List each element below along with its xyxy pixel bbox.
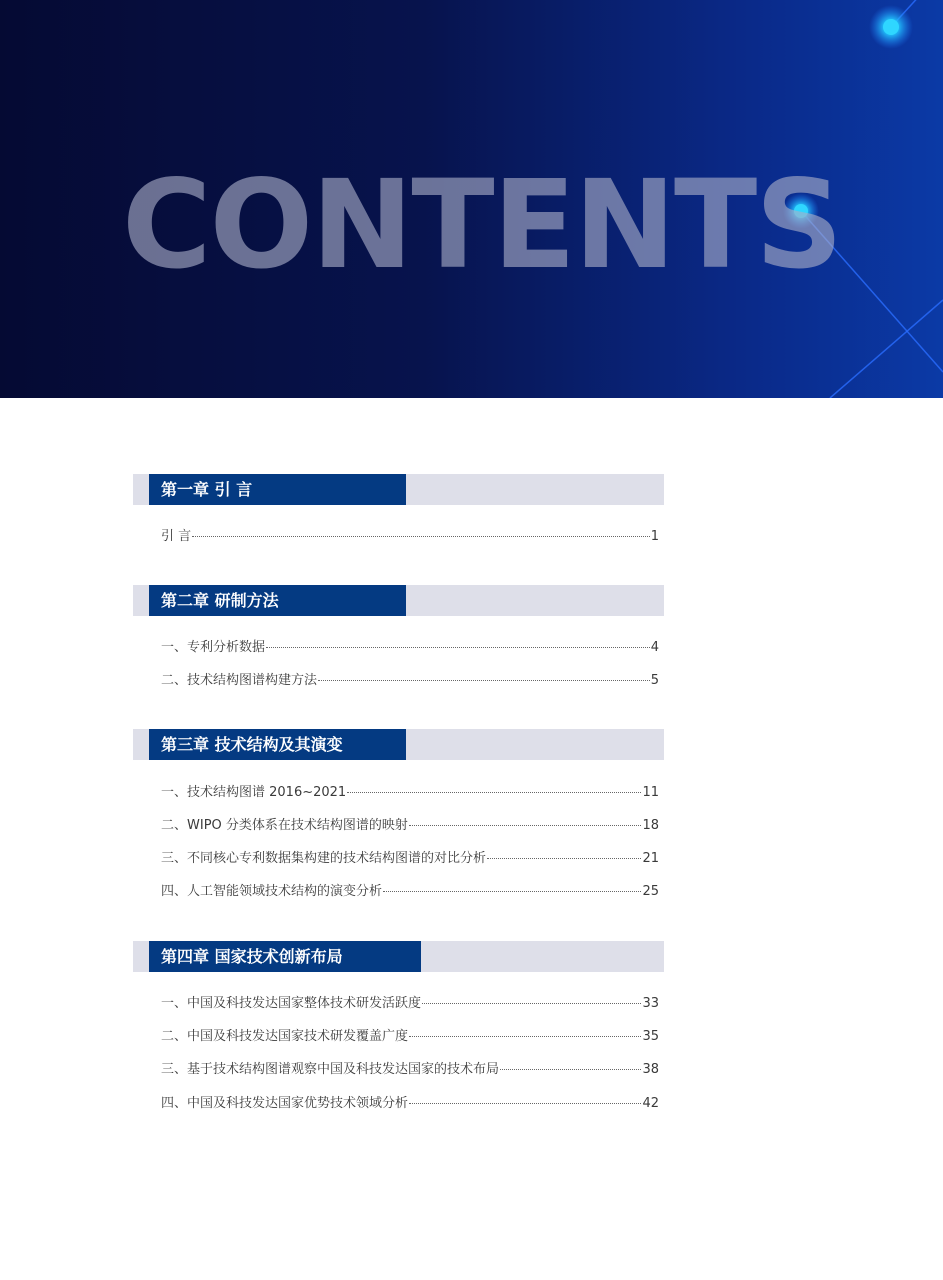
toc-entry[interactable]	[161, 847, 659, 867]
toc-entry[interactable]	[161, 992, 659, 1012]
toc-entry[interactable]	[161, 814, 659, 834]
toc-entry[interactable]	[161, 880, 659, 900]
toc-entry-page: 33	[642, 996, 659, 1011]
toc-entry[interactable]	[161, 1025, 659, 1045]
dot-leader	[192, 535, 650, 537]
dot-leader	[409, 1035, 641, 1037]
toc-entry-page: 18	[642, 818, 659, 833]
toc-entry-label: 四、人工智能领域技术结构的演变分析	[161, 884, 383, 899]
toc-entry[interactable]	[161, 781, 659, 801]
toc-entry[interactable]	[161, 669, 659, 689]
chapter-4-heading	[133, 941, 664, 972]
chapter-1-heading	[133, 474, 664, 505]
chapter-2-title: 第二章 研制方法	[149, 585, 406, 616]
dot-leader	[487, 857, 641, 859]
toc-entry-page: 25	[642, 884, 659, 899]
dot-leader	[383, 890, 641, 892]
toc-entry-label: 四、中国及科技发达国家优势技术领域分析	[161, 1096, 409, 1111]
toc-entry-label: 一、专利分析数据	[161, 640, 266, 655]
toc-entry[interactable]	[161, 1058, 659, 1078]
dot-leader	[409, 1102, 641, 1104]
chapter-2-heading	[133, 585, 664, 616]
toc-entry-page: 21	[642, 851, 659, 866]
toc-entry-label: 引 言	[161, 529, 192, 544]
toc-entry-label: 三、基于技术结构图谱观察中国及科技发达国家的技术布局	[161, 1062, 500, 1077]
dot-leader	[422, 1002, 641, 1004]
dot-leader	[318, 679, 650, 681]
toc-entry-label: 一、中国及科技发达国家整体技术研发活跃度	[161, 996, 422, 1011]
dot-leader	[347, 791, 641, 793]
toc-entry-page: 42	[642, 1096, 659, 1111]
toc-entry[interactable]	[161, 636, 659, 656]
dot-leader	[409, 824, 642, 826]
toc-entry-page: 11	[642, 785, 659, 800]
toc-entry-label: 二、中国及科技发达国家技术研发覆盖广度	[161, 1029, 409, 1044]
toc-entry-page: 5	[650, 673, 659, 688]
chapter-3-title: 第三章 技术结构及其演变	[149, 729, 406, 760]
toc-entry-label: 三、不同核心专利数据集构建的技术结构图谱的对比分析	[161, 851, 487, 866]
contents-title: CONTENTS	[122, 154, 842, 296]
toc-entry[interactable]	[161, 1092, 659, 1112]
toc-entry-page: 35	[642, 1029, 659, 1044]
chapter-3-heading	[133, 729, 664, 760]
toc-entry-page: 1	[650, 529, 659, 544]
chapter-1-title: 第一章 引 言	[149, 474, 406, 505]
toc-entry-label: 二、技术结构图谱构建方法	[161, 673, 318, 688]
dot-leader	[500, 1068, 641, 1070]
toc-entry-page: 38	[642, 1062, 659, 1077]
toc-entry-label: 二、WIPO 分类体系在技术结构图谱的映射	[161, 818, 408, 833]
toc-entry[interactable]	[161, 525, 659, 545]
toc-entry-label: 一、技术结构图谱 2016~2021	[161, 785, 347, 800]
dot-leader	[266, 646, 650, 648]
chapter-4-title: 第四章 国家技术创新布局	[149, 941, 421, 972]
toc-entry-page: 4	[650, 640, 659, 655]
